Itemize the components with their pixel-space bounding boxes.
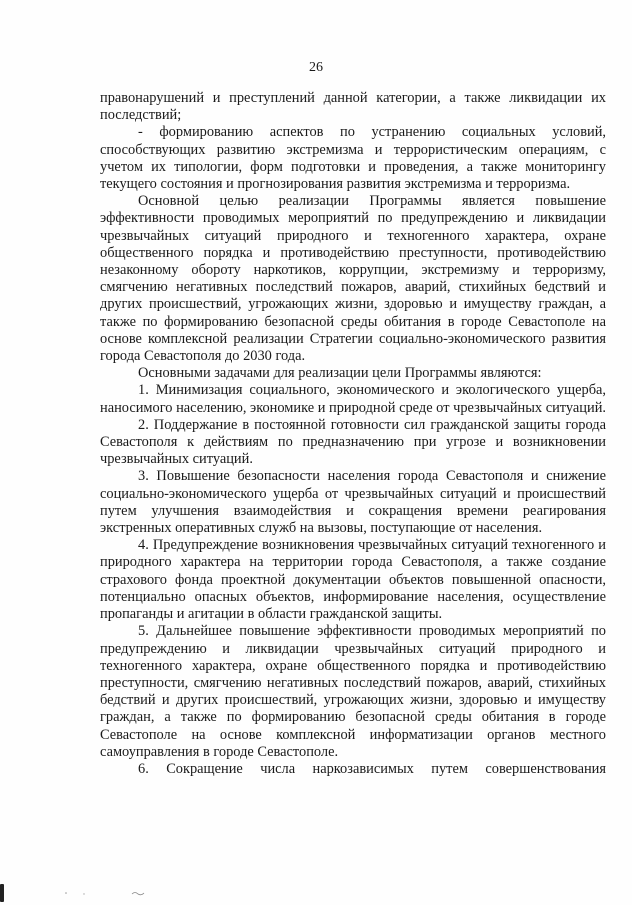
paragraph-task-6: 6. Сокращение числа наркозависимых путем совершенствования [138, 760, 606, 777]
paragraph-task-2: 2. Поддержание в постоянной готовности сил гражданской защиты города Севастополя к действиям по предназначению при угрозе и возникновении чрезвычайных ситуаций. [100, 416, 606, 468]
paragraph-task-5: 5. Дальнейшее повышение эффективности проводимых мероприятий по предупреждению и ликвидации чрезвычайных ситуаций природного и техногенного характера, охране общественного порядка и противодействию преступности, смягчению негативных последствий пожаров, аварий, стихийных бедствий и других происшествий, угрожающих жизни, здоровью и имуществу граждан, а также по формированию безопасной среды обитания в городе Севастополе на основе комплексной информатизации органов местного самоуправления в городе Севастополе. [100, 623, 606, 760]
paragraph-main-goal: Основной целью реализации Программы является повышение эффективности проводимых мероприятий по предупреждению и ликвидации чрезвычайных ситуаций природного и техногенного характера, охране общественного порядка и противодействию преступности, противодействию незаконному обороту наркотиков, коррупции, экстремизму и терроризму, смягчению негативных последствий пожаров, аварий, стихийных бедствий и других происшествий, угрожающих жизни, здоровью и имуществу граждан, а также по формированию безопасной среды обитания в городе Севастополе на основе комплексной реализации Стратегии социально-экономического развития города Севастополя до 2030 года. [100, 193, 606, 365]
paragraph-bullet-extremism: - формированию аспектов по устранению социальных условий, способствующих развитию экстремизма и террористическим операциям, с учетом их типологии, форм подготовки и проведения, а также мониторингу текущего состояния и прогнозирования развития экстремизма и терроризма. [100, 124, 606, 193]
page-number: 26 [309, 60, 323, 75]
document-body [100, 90, 606, 778]
paragraph-tasks-intro: Основными задачами для реализации цели Программы являются: [138, 365, 542, 382]
scan-artifact [62, 890, 152, 896]
paragraph-task-3: 3. Повышение безопасности населения города Севастополя и снижение социально-экономического ущерба от чрезвычайных ситуаций и происшествий путем улучшения взаимодействия и сокращения времени реагирования экстренных оперативных служб на вызовы, поступающие от населения. [100, 468, 606, 537]
paragraph-continuation: правонарушений и преступлений данной категории, а также ликвидации их последствий; [100, 90, 606, 124]
paragraph-task-1: 1. Минимизация социального, экономического и экологического ущерба, наносимого населению, экономике и природной среде от чрезвычайных ситуаций. [100, 382, 606, 416]
paragraph-task-4: 4. Предупреждение возникновения чрезвычайных ситуаций техногенного и природного характера на территории города Севастополя, а также создание страхового фонда проектной документации объектов повышенной опасности, потенциально опасных объектов, информирование населения, осуществление пропаганды и агитации в области гражданской защиты. [100, 537, 606, 623]
scan-edge-mark [0, 884, 4, 902]
